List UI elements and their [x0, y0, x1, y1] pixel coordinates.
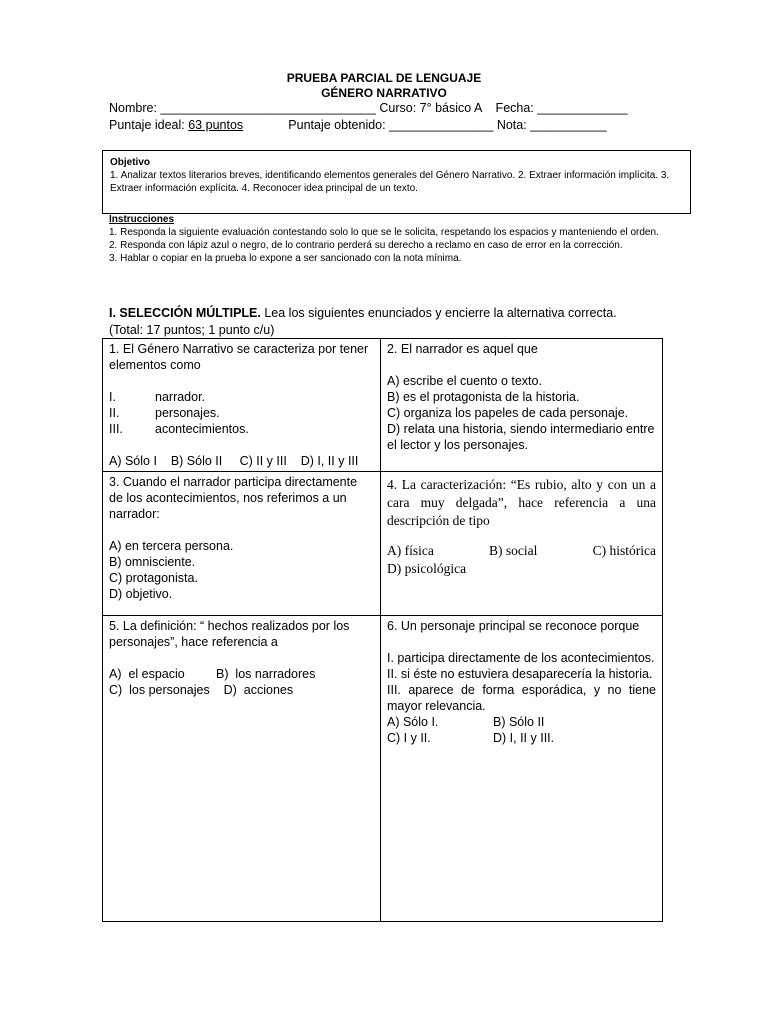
question-6-item: I. participa directamente de los acontecimientos. — [387, 651, 655, 665]
question-6-option-d[interactable]: D) I, II y III. — [493, 731, 555, 745]
question-6-item: III. aparece de forma esporádica, y no tiene mayor relevancia. — [387, 683, 656, 713]
ideal-score-value: 63 puntos — [188, 118, 244, 132]
question-6-option-a[interactable]: A) Sólo I. — [387, 715, 439, 729]
question-2-option-d[interactable]: D) relata una historia, siendo intermediario entre el lector y los personajes. — [387, 422, 655, 452]
question-6-item: II. si éste no estuviera desaparecería la historia. — [387, 667, 653, 681]
question-3-option-a[interactable]: A) en tercera persona. — [109, 539, 234, 553]
question-4-option-c[interactable]: C) histórica — [592, 543, 656, 558]
question-3-option-c[interactable]: C) protagonista. — [109, 571, 198, 585]
question-1-item: I. narrador. — [109, 390, 206, 404]
question-4-stem: 4. La caracterización: “Es rubio, alto y con un a cara muy delgada”, hace referencia a una descripción de tipo — [387, 477, 656, 528]
question-1 — [103, 339, 381, 472]
questions-table — [102, 338, 663, 922]
exam-title: PRUEBA PARCIAL DE LENGUAJE — [286, 71, 482, 85]
question-6-stem: 6. Un personaje principal se reconoce porque — [387, 619, 640, 633]
objective-heading: Objetivo — [110, 157, 151, 168]
question-5-options-row-2[interactable]: C) los personajes D) acciones — [109, 683, 294, 697]
question-5-options-row-1[interactable]: A) el espacio B) los narradores — [109, 667, 316, 681]
instructions-heading: Instrucciones — [109, 214, 175, 225]
question-3-stem: 3. Cuando el narrador participa directamente de los acontecimientos, nos referimos a un narrador: — [109, 475, 358, 521]
question-1-item: II. personajes. — [109, 406, 220, 420]
question-3-option-b[interactable]: B) omnisciente. — [109, 555, 196, 569]
question-5 — [103, 616, 381, 922]
question-2-option-a[interactable]: A) escribe el cuento o texto. — [387, 374, 542, 388]
question-4-option-b[interactable]: B) social — [489, 543, 538, 558]
question-5-stem: 5. La definición: “ hechos realizados por los personajes”, hace referencia a — [109, 619, 350, 649]
question-4-options-row — [387, 542, 656, 560]
section-title: I. SELECCIÓN MÚLTIPLE. — [109, 306, 261, 320]
question-1-item: III. acontecimientos. — [109, 422, 249, 436]
objective-text: 1. Analizar textos literarios breves, identificando elementos generales del Género Narrativo. 2. Extraer información implícita. 3. Extraer información explícita. 4. Reconocer idea principal de un texto. — [110, 170, 670, 194]
obtained-score-label: Puntaje obtenido: _______________ Nota: ___________ — [243, 118, 607, 132]
question-4-option-d[interactable]: D) psicológica — [387, 561, 467, 576]
section-heading — [109, 305, 629, 339]
question-6-options-row-2 — [387, 730, 656, 746]
instruction-item: 1. Responda la siguiente evaluación contestando solo lo que se le solicita, respetando los espacios y manteniendo el orden. — [109, 227, 659, 238]
question-2 — [381, 339, 663, 472]
question-6 — [381, 616, 663, 922]
instructions — [109, 213, 664, 265]
score-line — [109, 118, 607, 132]
instruction-item: 3. Hablar o copiar en la prueba lo expone a ser sancionado con la nota mínima. — [109, 253, 462, 264]
question-4 — [381, 472, 663, 616]
question-6-options-row-1 — [387, 714, 656, 730]
question-2-option-c[interactable]: C) organiza los papeles de cada personaje. — [387, 406, 629, 420]
question-3-option-d[interactable]: D) objetivo. — [109, 587, 173, 601]
question-4-option-a[interactable]: A) física — [387, 543, 434, 558]
question-2-option-b[interactable]: B) es el protagonista de la historia. — [387, 390, 580, 404]
question-6-option-b[interactable]: B) Sólo II — [493, 715, 545, 729]
question-1-options[interactable]: A) Sólo I B) Sólo II C) II y III D) I, II y III — [109, 454, 359, 468]
exam-subtitle: GÉNERO NARRATIVO — [321, 86, 447, 100]
student-info-line: Nombre: _______________________________ Curso: 7° básico A Fecha: _____________ — [109, 101, 628, 115]
question-3 — [103, 472, 381, 616]
instruction-item: 2. Responda con lápiz azul o negro, de lo contrario perderá su derecho a reclamo en caso de error en la corrección. — [109, 240, 623, 251]
question-1-stem: 1. El Género Narrativo se caracteriza por tener elementos como — [109, 342, 369, 372]
question-2-stem: 2. El narrador es aquel que — [387, 342, 538, 356]
ideal-score-label: Puntaje ideal: — [109, 118, 189, 132]
question-6-option-c[interactable]: C) I y II. — [387, 731, 431, 745]
objective-box — [102, 150, 691, 214]
section-instructions: Lea los siguientes enunciados y encierre la alternativa correcta. (Total: 17 puntos; 1 punto c/u) — [109, 306, 617, 337]
